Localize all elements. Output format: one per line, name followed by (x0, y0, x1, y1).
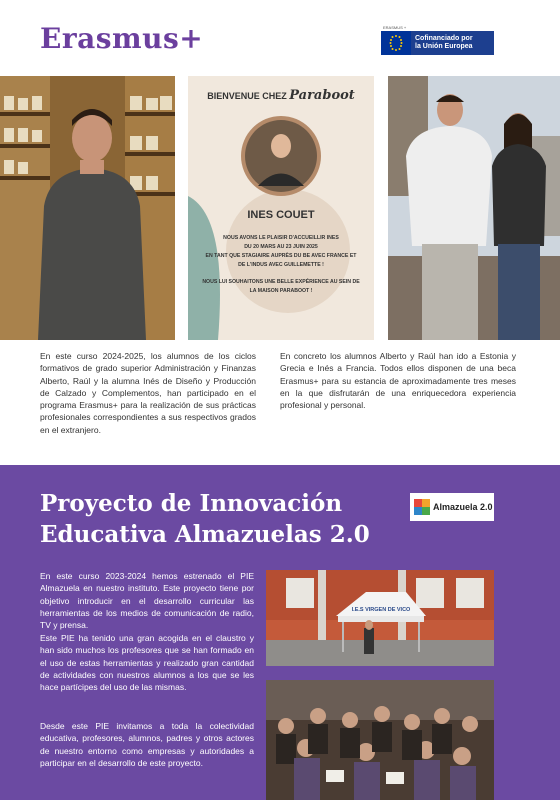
poster-brand: Paraboot (289, 88, 355, 103)
project-paragraph-1: En este curso 2023-2024 hemos estrenado el PIE Almazuela en nuestro instituto. Este proyecto tiene por objetivo introducir en el desarrollo curricular las herramientas de los medios de comunicación de radio, TV y prensa. (40, 571, 254, 631)
tent-label: I.E.S VIRGEN DE VICO (351, 607, 411, 613)
eu-label-line2: la Unión Europea (415, 43, 473, 50)
project-paragraph-3: Desde este PIE invitamos a toda la colectividad educativa, profesores, alumnos, padres y otros actores de nuestro entorno como empresas y autoridades a participar en el desarrollo de este proyecto. (40, 721, 254, 768)
photo-two-students (388, 76, 560, 340)
poster-line6: LA MAISON PARABOOT ! (249, 288, 313, 294)
almazuela-logo (410, 493, 494, 521)
project-paragraph-2: Este PIE ha tenido una gran acogida en el claustro y han sido muchos los profesores que se han formado en el uso de estas herramientas y realizado gran cantidad de actividades con nuestros alumnos a los que se les hace partícipes del uso de las mismas. (40, 633, 254, 693)
photo-school-tent (266, 570, 494, 666)
erasmus-text-col1: En este curso 2024-2025, los alumnos de los ciclos formativos de grado superior Administración y Finanzas Alberto, Raúl y la alumna Inés de Diseño y Producción de Calzado y Complementos, han participado en el programa Erasmus+ para la realización de sus prácticas profesionales correspondientes a sus respectivos grados en el extranjero. (40, 351, 256, 435)
poster-line2: DU 20 MARS AU 23 JUIN 2025 (244, 244, 318, 250)
project-title: Proyecto de Innovación Educativa Almazuelas 2.0 (40, 490, 370, 548)
page-title: Erasmus+ (40, 22, 204, 55)
eu-label-line1: Cofinanciado por (415, 35, 473, 42)
erasmus-small-label: ERASMUS + (383, 25, 407, 30)
poster-message (202, 234, 360, 296)
photo-paraboot-poster (188, 76, 374, 340)
erasmus-text-col2: En concreto los alumnos Alberto y Raúl han ido a Estonia y Grecia e Inés a Francia. Todos ellos disponen de una beca Erasmus+ para su estancia de aproximadamente tres meses en la que disfrutarán de una enriquecedora experiencia profesional y personal. (280, 351, 516, 411)
photo-student-shop (0, 76, 175, 340)
poster-line3: EN TANT QUE STAGIAIRE AUPRÈS DU BE AVEC FRANCE ET (205, 253, 357, 259)
eu-flag-icon (381, 31, 411, 55)
eu-label (415, 35, 473, 51)
poster-welcome-text: BIENVENUE CHEZ (207, 91, 287, 101)
almazuela-logo-text: Almazuela 2.0 (433, 502, 493, 512)
poster-line1: NOUS AVONS LE PLAISIR D'ACCUEILLIR INES (223, 235, 339, 241)
poster-line5: NOUS LUI SOUHAITONS UNE BELLE EXPÉRIENCE AU SEIN DE (202, 279, 360, 285)
poster-welcome (188, 88, 374, 103)
eu-funding-badge (379, 25, 495, 57)
poster-line4: DE L'INDUS AVEC GUILLEMETTE ! (238, 262, 324, 268)
photo-teachers-group (266, 680, 494, 800)
poster-name: INES COUET (247, 209, 315, 221)
eu-badge-box (381, 31, 494, 55)
almazuela-logo-icon (414, 499, 430, 515)
